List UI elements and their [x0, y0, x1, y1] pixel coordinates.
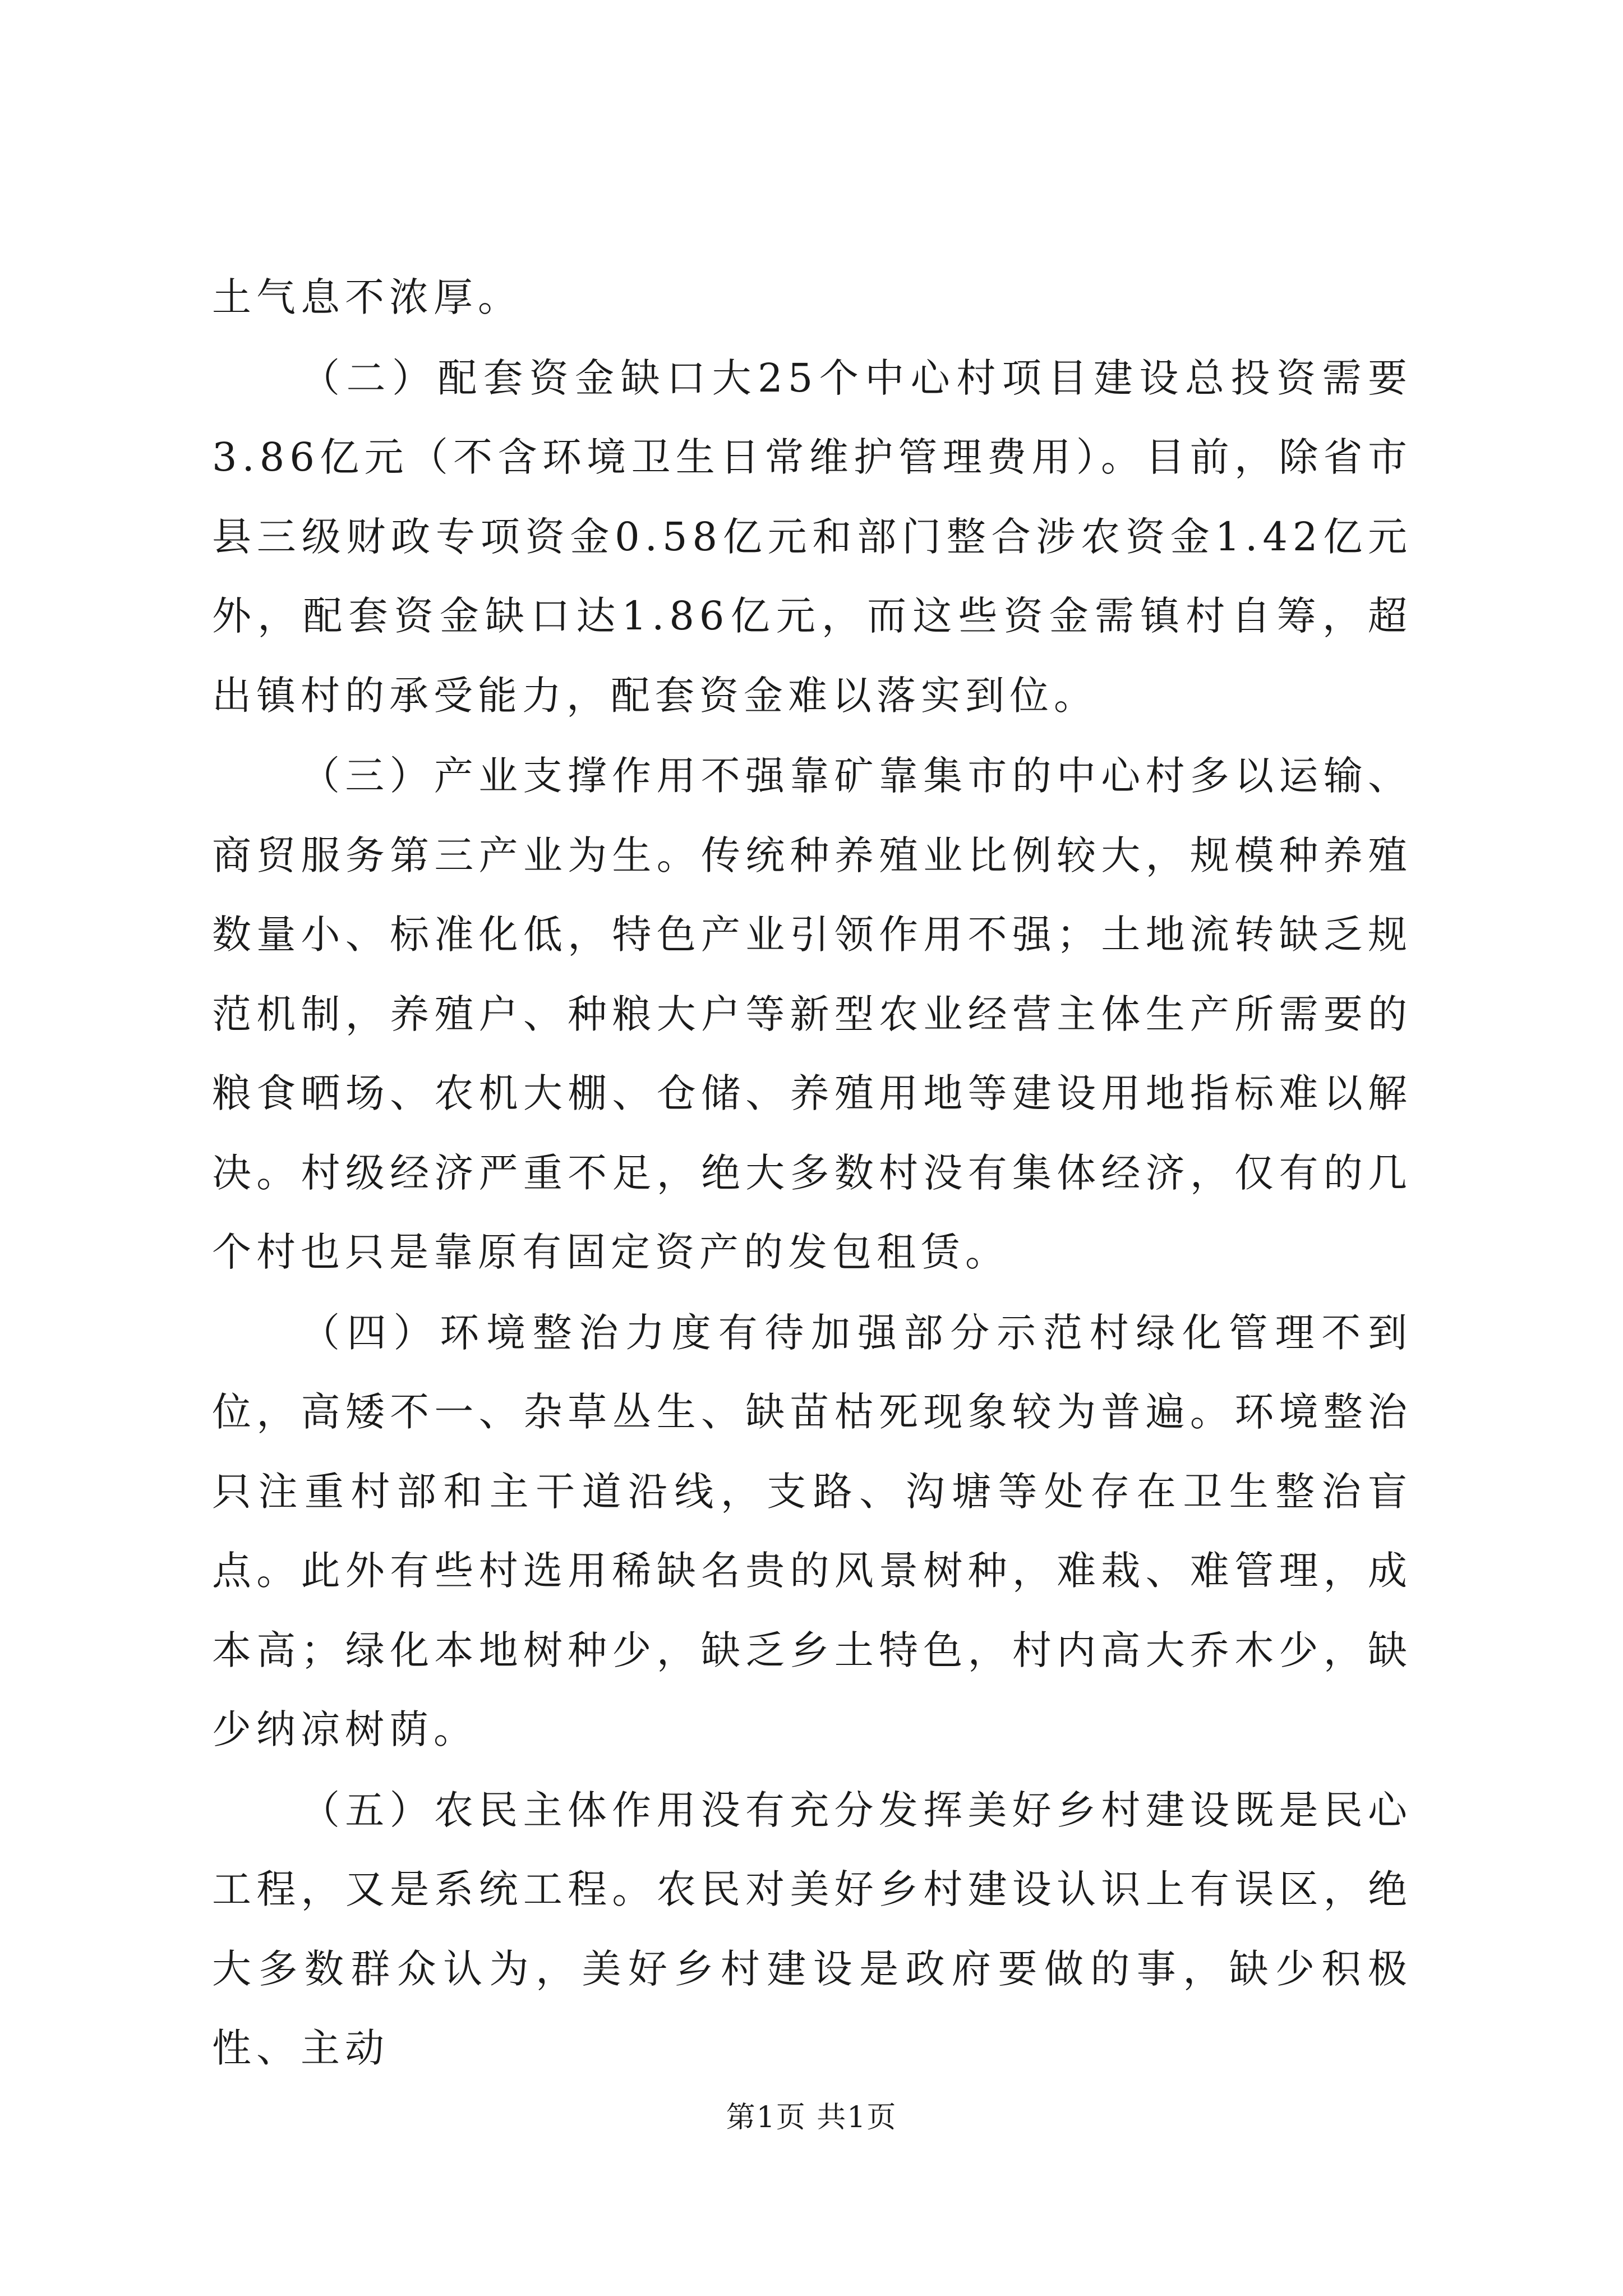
paragraph-section-4-environment: （四）环境整治力度有待加强部分示范村绿化管理不到位，高矮不一、杂草丛生、缺苗枯死现象较为普遍。环境整治只注重村部和主干道沿线，支路、沟塘等处存在卫生整治盲点。此外有些村选用稀缺名贵的风景树种，难栽、难管理，成本高；绿化本地树种少，缺乏乡土特色，村内高大乔木少，缺少纳凉树荫。 [212, 1309, 1412, 1752]
document-body [212, 258, 1412, 2088]
paragraph-section-2-funding-gap: （二）配套资金缺口大25个中心村项目建设总投资需要3.86亿元（不含环境卫生日常维护管理费用）。目前，除省市县三级财政专项资金0.58亿元和部门整合涉农资金1.42亿元外，配套资金缺口达1.86亿元，而这些资金需镇村自筹，超出镇村的承受能力，配套资金难以落实到位。 [212, 355, 1412, 719]
paragraph-section-5-farmers-role: （五）农民主体作用没有充分发挥美好乡村建设既是民心工程，又是系统工程。农民对美好乡村建设认识上有误区，绝大多数群众认为，美好乡村建设是政府要做的事，缺少积极性、主动 [212, 1787, 1412, 2071]
paragraph-continuation: 土气息不浓厚。 [212, 274, 522, 320]
paragraph-section-3-industry-support: （三）产业支撑作用不强靠矿靠集市的中心村多以运输、商贸服务第三产业为生。传统种养殖业比例较大，规模种养殖数量小、标准化低，特色产业引领作用不强；土地流转缺乏规范机制，养殖户、种粮大户等新型农业经营主体生产所需要的粮食晒场、农机大棚、仓储、养殖用地等建设用地指标难以解决。村级经济严重不足，绝大多数村没有集体经济，仅有的几个村也只是靠原有固定资产的发包租赁。 [212, 753, 1412, 1275]
page-number-footer: 第1页 共1页 [726, 2101, 897, 2134]
